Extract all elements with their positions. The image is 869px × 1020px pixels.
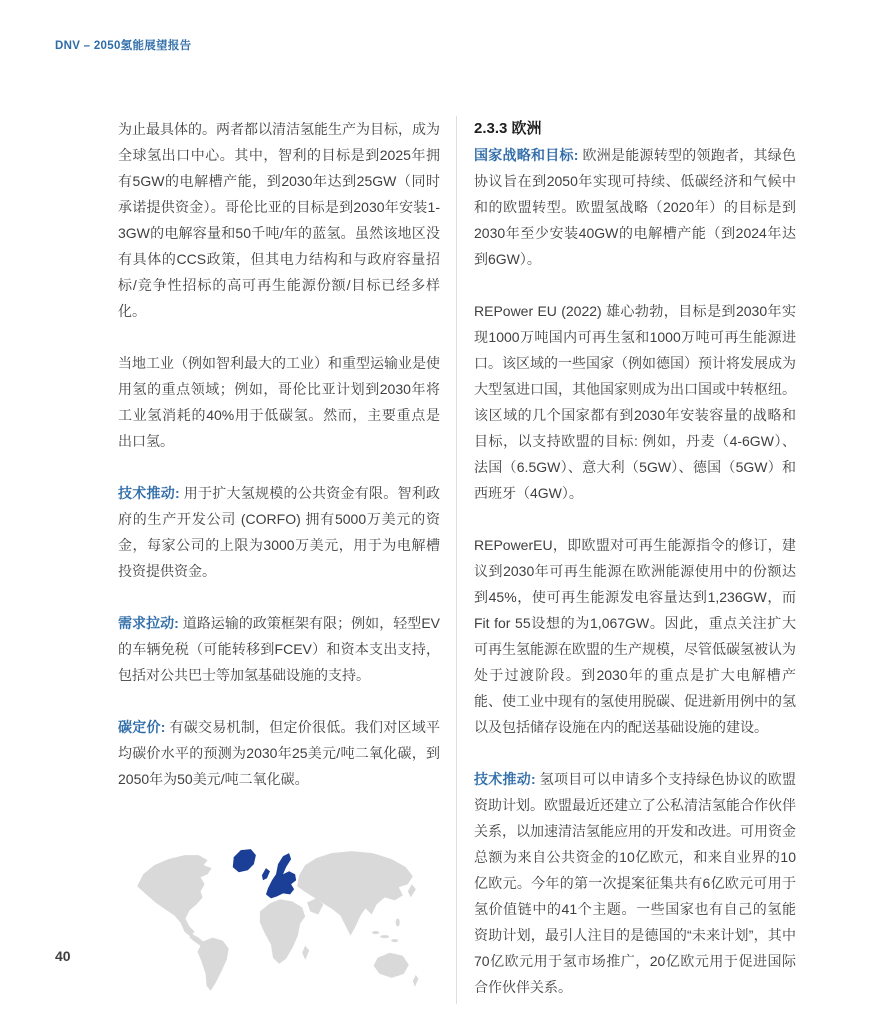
world-map — [128, 838, 420, 1004]
running-header: DNV – 2050氢能展望报告 — [55, 40, 192, 52]
page-number: 40 — [55, 948, 71, 964]
paragraph-text: 道路运输的政策框架有限；例如，轻型EV的车辆免税（可能转移到FCEV）和资本支出支持，包括对公共巴士等加氢基础设施的支持。 — [118, 615, 440, 683]
paragraph-text: 当地工业（例如智利最大的工业）和重型运输业是使用氢的重点领域；例如，哥伦比亚计划到2030年将工业氢消耗的40%用于低碳氢。然而，主要重点是出口氢。 — [118, 355, 440, 449]
paragraph-text: 欧洲是能源转型的领跑者，其绿色协议旨在到2050年实现可持续、低碳经济和气候中和的欧盟转型。欧盟氢战略（2020年）的目标是到2030年至少安装40GW的电解槽产能（到2024年达到6GW）。 — [474, 147, 797, 267]
paragraph — [118, 610, 440, 688]
paragraph-text: REPowerEU，即欧盟对可再生能源指令的修订，建议到2030年可再生能源在欧洲能源使用中的份额达到45%，使可再生能源发电容量达到1,236GW，而Fit for 55设想的为1,067GW。因此，重点关注扩大可再生氢能源在欧盟的生产规模，尽管低碳氢被认为处于过渡阶段。到2030年的重点是扩大电解槽产能、使工业中现有的氢使用脱碳、促进新用例中的氢以及包括储存设施在内的配送基础设施的建设。 — [474, 537, 796, 735]
paragraph — [118, 350, 440, 454]
paragraph-text: 氢项目可以申请多个支持绿色协议的欧盟资助计划。欧盟最近还建立了公私清洁氢能合作伙伴关系，以加速清洁氢能应用的开发和改进。可用资金总额为来自公共资金的10亿欧元，和来自业界的10亿欧元。今年的第一次提案征集共有6亿欧元可用于氢价值链中的41个主题。一些国家也有自己的氢能资助计划，最引人注目的是德国的“未来计划”，其中70亿欧元用于氢市场推广，20亿欧元用于促进国际合作伙伴关系。 — [474, 771, 796, 995]
continent-australia — [374, 953, 409, 978]
paragraph-text: 为止最具体的。两者都以清洁氢能生产为目标，成为全球氢出口中心。其中，智利的目标是到2025年拥有5GW的电解槽产能，到2030年达到25GW（同时承诺提供资金）。哥伦比亚的目标是到2030年安装1-3GW的电解容量和50千吨/年的蓝氢。虽然该地区没有具体的CCS政策，但其电力结构和与政府容量招标/竞争性招标的高可再生能源份额/目标已经多样化。 — [118, 121, 440, 319]
island-indonesia-2 — [380, 935, 389, 938]
island-japan — [408, 884, 416, 897]
paragraph — [474, 766, 796, 1000]
continent-africa — [260, 899, 305, 963]
continent-north-america — [137, 855, 211, 936]
region-united-kingdom-highlight — [262, 868, 270, 880]
paragraph-text: 用于扩大氢规模的公共资金有限。智利政府的生产开发公司 (CORFO) 拥有5000万美元的资金，每家公司的上限为3000万美元，用于为电解槽投资提供资金。 — [118, 485, 440, 579]
paragraph — [474, 532, 796, 740]
column-divider — [456, 116, 457, 1004]
island-philippines — [396, 918, 400, 926]
paragraph — [118, 116, 440, 324]
island-new-zealand — [413, 975, 419, 987]
paragraph — [474, 142, 796, 272]
content-area — [118, 116, 796, 1004]
paragraph-label: 国家战略和目标: — [474, 147, 579, 163]
paragraph — [118, 714, 440, 792]
region-europe-highlight — [266, 853, 296, 898]
region-greenland-highlight — [233, 849, 256, 872]
island-madagascar — [302, 946, 309, 960]
island-indonesia-3 — [391, 939, 398, 942]
paragraph-text: REPower EU (2022) 雄心勃勃，目标是到2030年实现1000万吨国内可再生氢和1000万吨可再生能源进口。该区域的一些国家（例如德国）预计将发展成为大型氢进口国，其他国家则成为出口国或中转枢纽。该区域的几个国家都有到2030年安装容量的战略和目标，以支持欧盟的目标: 例如，丹麦（4-6GW）、法国（6.5GW）、意大利（5GW）、德国（5GW）和西班牙（4GW）。 — [474, 303, 796, 501]
paragraph-label: 需求拉动: — [118, 615, 179, 631]
continent-south-america — [198, 938, 229, 991]
paragraph — [118, 480, 440, 584]
paragraph-label: 技术推动: — [474, 771, 536, 787]
left-column — [118, 116, 440, 1004]
paragraph-label: 技术推动: — [118, 485, 180, 501]
island-indonesia-1 — [372, 931, 379, 934]
section-heading: 2.3.3 欧洲 — [474, 120, 542, 137]
paragraph-text: 有碳交易机制，但定价很低。我们对区域平均碳价水平的预测为2030年25美元/吨二氧化碳，到2050年为50美元/吨二氧化碳。 — [118, 719, 440, 787]
paragraph-label: 碳定价: — [118, 719, 166, 735]
paragraph — [474, 298, 796, 506]
world-map-figure — [128, 838, 440, 1004]
continent-asia — [297, 851, 413, 936]
right-column — [474, 116, 796, 1004]
